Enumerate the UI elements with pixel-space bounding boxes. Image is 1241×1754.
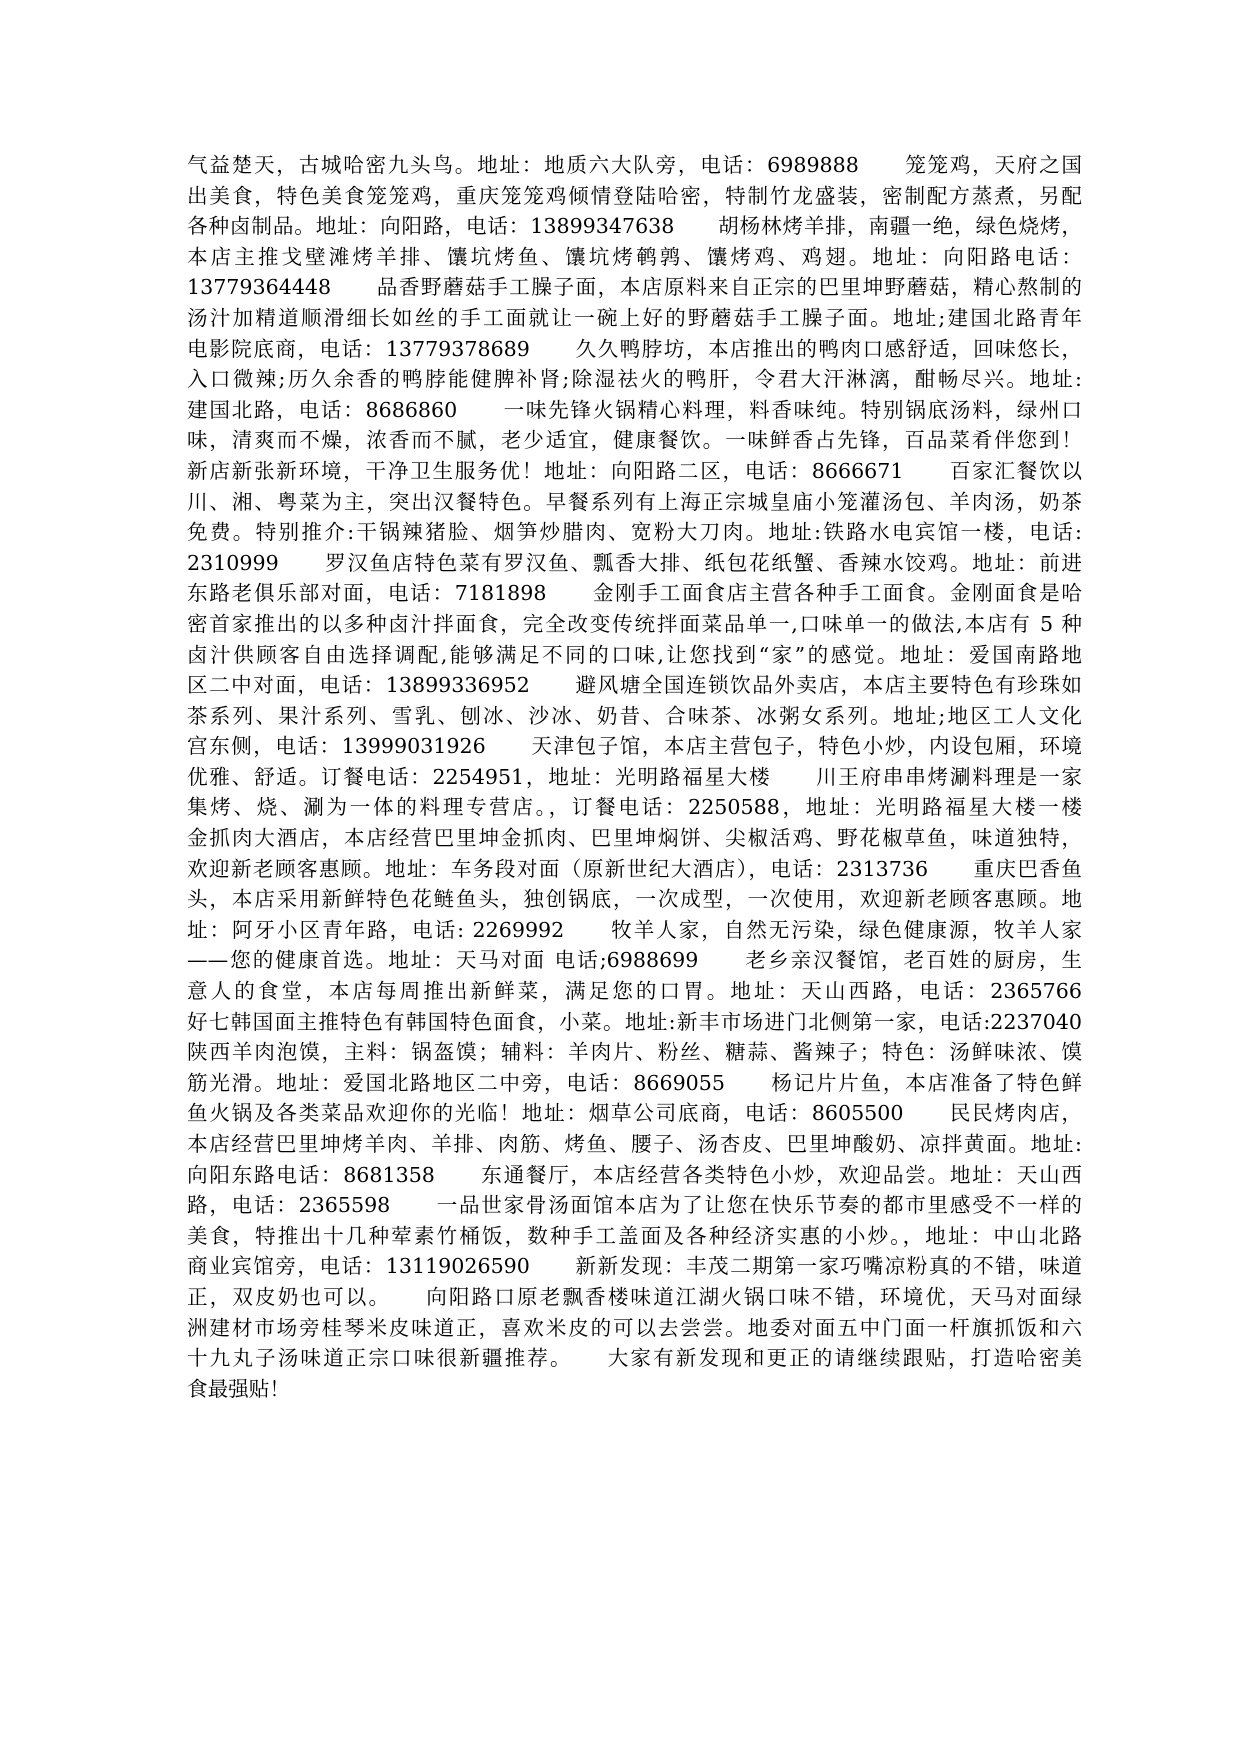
text-line: 各种卤制品。地址：向阳路，电话：13899347638 胡杨林烤羊排，南疆一绝，绿色烧烤，	[187, 214, 1082, 239]
text-line: 址：阿牙小区青年路，电话: 2269992 牧羊人家，自然无污染，绿色健康源，牧羊人家	[187, 917, 1082, 942]
text-line: 气益楚天，古城哈密九头鸟。地址：地质六大队旁，电话：6989888 笼笼鸡，天府之国	[187, 153, 1082, 177]
document-body	[187, 150, 1082, 1404]
text-line: 鱼火锅及各类菜品欢迎你的光临！地址：烟草公司底商，电话：8605500 民民烤肉店，	[187, 1101, 1082, 1126]
text-line: 正，双皮奶也可以。 向阳路口原老飘香楼味道江湖火锅口味不错，环境优，天马对面绿	[187, 1284, 1082, 1309]
text-line: 陕西羊肉泡馍，主料：锅盔馍；辅料：羊肉片、粉丝、糖蒜、酱辣子；特色：汤鲜味浓、馍	[187, 1040, 1082, 1065]
text-line: ——您的健康首选。地址：天马对面 电话;6988699 老乡亲汉餐馆，老百姓的厨房，生	[187, 948, 1082, 973]
text-line: 金抓肉大酒店，本店经营巴里坤金抓肉、巴里坤焖饼、尖椒活鸡、野花椒草鱼，味道独特，	[187, 826, 1082, 851]
text-line: 商业宾馆旁，电话：13119026590 新新发现：丰茂二期第一家巧嘴凉粉真的不错，味道	[187, 1254, 1082, 1279]
text-line: 本店主推戈壁滩烤羊排、馕坑烤鱼、馕坑烤鹌鹑、馕烤鸡、鸡翅。地址：向阳路电话：	[187, 244, 1082, 269]
text-line: 新店新张新环境，干净卫生服务优！地址：向阳路二区，电话：8666671 百家汇餐饮以	[187, 458, 1082, 483]
text-line: 东路老俱乐部对面，电话：7181898 金刚手工面食店主营各种手工面食。金刚面食是哈	[187, 581, 1082, 606]
text-line: 好七韩国面主推特色有韩国特色面食，小菜。地址:新丰市场进门北侧第一家，电话:2237040	[187, 1009, 1082, 1034]
text-line: 13779364448 品香野蘑菇手工臊子面，本店原料来自正宗的巴里坤野蘑菇，精心熬制的	[187, 275, 1082, 300]
text-line: 向阳东路电话：8681358 东通餐厅，本店经营各类特色小炒，欢迎品尝。地址：天山西	[187, 1162, 1082, 1187]
text-line: 宫东侧，电话：13999031926 天津包子馆，本店主营包子，特色小炒，内设包厢，环境	[187, 734, 1082, 759]
text-line: 筋光滑。地址：爱国北路地区二中旁，电话：8669055 杨记片片鱼，本店准备了特色鲜	[187, 1070, 1082, 1095]
text-line: 电影院底商，电话：13779378689 久久鸭脖坊，本店推出的鸭肉口感舒适，回味悠长，	[187, 336, 1082, 361]
text-line: 集烤、烧、涮为一体的料理专营店。，订餐电话：2250588，地址：光明路福星大楼一楼	[187, 795, 1082, 820]
text-line: 川、湘、粤菜为主，突出汉餐特色。早餐系列有上海正宗城皇庙小笼灌汤包、羊肉汤，奶茶	[187, 489, 1082, 514]
text-line: 十九丸子汤味道正宗口味很新疆推荐。 大家有新发现和更正的请继续跟贴，打造哈密美	[187, 1346, 1082, 1371]
text-line: 出美食，特色美食笼笼鸡，重庆笼笼鸡倾情登陆哈密，特制竹龙盛装，密制配方蒸煮，另配	[187, 183, 1082, 208]
text-line: 意人的食堂，本店每周推出新鲜菜，满足您的口胃。地址：天山西路，电话：2365766	[187, 979, 1082, 1004]
text-line: 本店经营巴里坤烤羊肉、羊排、肉筋、烤鱼、腰子、汤杏皮、巴里坤酸奶、凉拌黄面。地址:	[187, 1132, 1082, 1156]
text-line: 汤汁加精道顺滑细长如丝的手工面就让一碗上好的野蘑菇手工臊子面。地址;建国北路青年	[187, 305, 1082, 330]
text-line: 优雅、舒适。订餐电话：2254951，地址：光明路福星大楼 川王府串串烤涮料理是一家	[187, 764, 1082, 789]
text-line: 建国北路，电话：8686860 一味先锋火锅精心料理，料香味纯。特别锅底汤料，绿州口	[187, 397, 1082, 422]
text-line: 入口微辣;历久余香的鸭脖能健脾补肾;除湿祛火的鸭肝，令君大汗淋漓，酣畅尽兴。地址:	[187, 367, 1082, 392]
text-line: 卤汁供顾客自由选择调配,能够满足不同的口味,让您找到“家”的感觉。地址：爱国南路地	[187, 642, 1082, 667]
text-line: 区二中对面，电话：13899336952 避风塘全国连锁饮品外卖店，本店主要特色有珍珠如	[187, 673, 1082, 698]
text-line: 密首家推出的以多种卤汁拌面食，完全改变传统拌面菜品单一,口味单一的做法,本店有 5 种	[187, 611, 1082, 636]
text-line: 头，本店采用新鲜特色花鲢鱼头，独创锅底，一次成型，一次使用，欢迎新老顾客惠顾。地	[187, 887, 1082, 912]
text-line: 2310999 罗汉鱼店特色菜有罗汉鱼、瓢香大排、纸包花纸蟹、香辣水饺鸡。地址：前进	[187, 550, 1082, 575]
text-line: 路，电话：2365598 一品世家骨汤面馆本店为了让您在快乐节奏的都市里感受不一样的	[187, 1193, 1082, 1218]
text-line: 味，清爽而不燥，浓香而不腻，老少适宜，健康餐饮。一味鲜香占先锋，百品菜肴伴您到！	[187, 428, 1082, 453]
text-line: 欢迎新老顾客惠顾。地址：车务段对面（原新世纪大酒店），电话：2313736 重庆巴香鱼	[187, 856, 1082, 881]
text-line: 洲建材市场旁桂琴米皮味道正，喜欢米皮的可以去尝尝。地委对面五中门面一杆旗抓饭和六	[187, 1315, 1082, 1340]
text-line: 免费。特别推介:干锅辣猪脸、烟笋炒腊肉、宽粉大刀肉。地址:铁路水电宾馆一楼，电话:	[187, 520, 1082, 545]
text-line: 美食，特推出十几种荤素竹桶饭，数种手工盖面及各种经济实惠的小炒。，地址：中山北路	[187, 1223, 1082, 1248]
text-line: 茶系列、果汁系列、雪乳、刨冰、沙冰、奶昔、合味茶、冰粥女系列。地址;地区工人文化	[187, 703, 1082, 728]
text-line: 食最强贴！	[187, 1376, 290, 1401]
